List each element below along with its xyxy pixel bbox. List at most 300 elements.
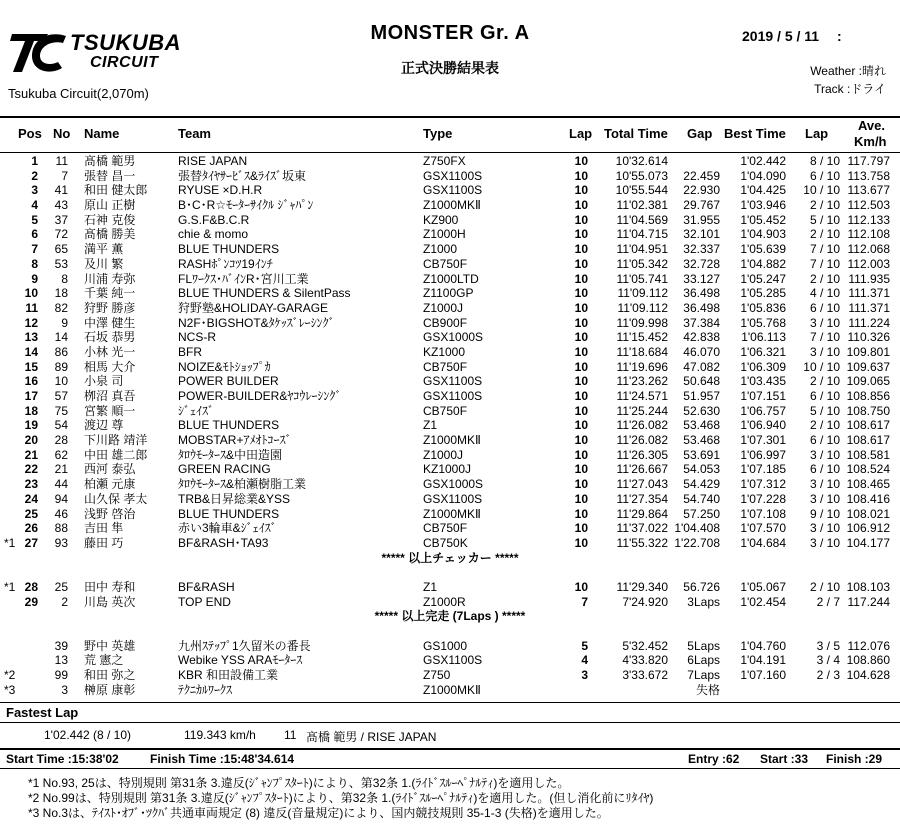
- cell-note: *2: [4, 668, 16, 683]
- fastest-title-rule: [0, 722, 900, 723]
- col-avg: Ave.: [858, 118, 885, 133]
- cell-gap: 42.838: [683, 330, 720, 345]
- cell-name: 小林 光一: [84, 344, 136, 359]
- cell-team: MOBSTAR+ｱﾒｵﾄｺｰｽﾞ: [178, 433, 292, 448]
- cell-note: *1: [4, 535, 16, 550]
- cell-best: 1'05.452: [740, 212, 786, 227]
- cell-best: 1'03.435: [740, 374, 786, 389]
- cell-team: BLUE THUNDERS: [178, 418, 280, 433]
- cell-type: KZ1000J: [423, 462, 472, 477]
- table-row: [0, 653, 900, 668]
- cell-blap: 6 / 10: [809, 433, 840, 448]
- cell-no: 13: [54, 653, 68, 668]
- table-row: [0, 154, 900, 169]
- cell-blap: 8 / 10: [809, 154, 840, 168]
- cell-gap: 22.459: [683, 168, 720, 183]
- cell-team: TOP END: [178, 594, 231, 609]
- table-row: [0, 316, 900, 331]
- cell-total: 11'09.112: [617, 286, 668, 301]
- cell-pos: 11: [25, 300, 38, 315]
- penalty-notes: [28, 776, 653, 821]
- cell-blap: 10 / 10: [803, 183, 840, 198]
- fastest-lap-speed: 119.343 km/h: [184, 728, 256, 742]
- cell-avg: 112.108: [847, 227, 890, 242]
- cell-lap: 10: [574, 300, 588, 315]
- cell-total: 11'02.381: [616, 198, 668, 213]
- cell-gap: 53.468: [683, 418, 720, 433]
- cell-pos: 1: [31, 154, 38, 168]
- cell-pos: 15: [24, 359, 38, 374]
- cell-no: 25: [54, 579, 68, 594]
- cell-team: ｼﾞｪｲｽﾞ: [178, 403, 215, 418]
- cell-lap: 10: [574, 330, 588, 345]
- cell-team: chie & momo: [178, 227, 249, 242]
- cell-total: 11'29.864: [616, 506, 668, 521]
- cell-type: CB750F: [423, 521, 468, 536]
- fastest-lap-driver: 髙橋 範男 / RISE JAPAN: [306, 730, 437, 744]
- cell-type: Z750: [423, 668, 451, 683]
- cell-blap: 2 / 10: [809, 227, 840, 242]
- cell-best: 1'07.151: [740, 389, 786, 403]
- cell-name: 川浦 寿弥: [84, 271, 136, 286]
- cell-blap: 5 / 10: [809, 212, 840, 227]
- cell-team: RYUSE ×D.H.R: [178, 183, 263, 198]
- cell-team: RASHﾎﾟﾝｺﾂ19ｲﾝﾁ: [178, 256, 273, 271]
- cell-gap: 50.648: [683, 374, 720, 389]
- cell-name: 張替 昌一: [84, 168, 136, 183]
- cell-team: Webike YSS ARAﾓｰﾀｰｽ: [178, 653, 303, 668]
- cell-no: 10: [54, 374, 68, 389]
- cell-gap: 3Laps: [687, 594, 720, 609]
- cell-total: 11'29.340: [616, 579, 668, 594]
- cell-pos: 2: [31, 168, 38, 183]
- table-row: [0, 433, 900, 448]
- cell-gap: 33.127: [683, 271, 720, 286]
- cell-gap: 31.955: [683, 212, 720, 227]
- cell-avg: 106.912: [846, 521, 890, 536]
- cell-blap: 2 / 10: [809, 374, 840, 389]
- cell-blap: 2 / 10: [809, 271, 840, 286]
- cell-avg: 110.326: [847, 330, 890, 345]
- cell-name: 田中 寿和: [84, 579, 136, 594]
- cell-total: 11'24.571: [616, 389, 668, 403]
- cell-avg: 111.224: [848, 315, 890, 330]
- cell-gap: 54.740: [683, 491, 720, 506]
- cell-note: *3: [4, 682, 16, 697]
- cell-lap: 10: [574, 477, 588, 492]
- finish-count: Finish :29: [826, 752, 883, 766]
- cell-gap: 29.767: [683, 198, 720, 213]
- cell-lap: 10: [574, 168, 588, 183]
- note-2: *2 No.99は、特別規則 第31条 3.違反(ｼﾞｬﾝﾌﾟｽﾀｰﾄ)により、第32条 1.(ﾗｲﾄﾞｽﾙｰﾍﾟﾅﾙﾃｨ)を適用した。(但し消化前にﾘﾀｲﾔ): [28, 791, 654, 805]
- cell-avg: 108.860: [846, 653, 890, 668]
- cell-type: Z1000H: [423, 227, 466, 242]
- cell-no: 21: [54, 462, 68, 477]
- cell-type: Z1000LTD: [423, 271, 479, 286]
- cell-gap: 53.468: [683, 433, 720, 448]
- cell-no: 3: [61, 682, 68, 697]
- cell-name: 中田 雄二郎: [84, 447, 148, 462]
- note-3: *3 No.3は、ﾃｲｽﾄ･ｵﾌﾞ･ﾂｸﾊﾞ共通車両規定 (8) 違反(音量規定)により、国内競技規則 35-1-3 (失格)を適用した。: [28, 806, 609, 820]
- cell-pos: 4: [31, 198, 38, 213]
- cell-pos: 24: [24, 491, 38, 506]
- start-time: Start Time :15:38'02: [6, 752, 119, 766]
- cell-total: 11'05.342: [616, 256, 668, 271]
- col-total-time: Total Time: [604, 126, 668, 141]
- cell-team: G.S.F&B.C.R: [178, 212, 250, 227]
- cell-blap: 6 / 10: [809, 300, 840, 315]
- cell-avg: 112.076: [847, 638, 890, 653]
- cell-avg: 111.935: [848, 271, 890, 286]
- cell-total: 10'55.073: [615, 168, 668, 183]
- cell-gap: 56.726: [683, 579, 720, 594]
- cell-team: POWER-BUILDER&ﾔｺｳﾚｰｼﾝｸﾞ: [178, 389, 342, 403]
- cell-no: 18: [54, 286, 68, 301]
- table-row: [0, 404, 900, 419]
- cell-best: 1'07.570: [740, 521, 786, 536]
- cell-total: 11'26.082: [616, 418, 668, 433]
- cell-name: 山久保 孝太: [84, 491, 148, 506]
- cell-team: ﾀﾛｳﾓｰﾀｰｽ&中田造園: [178, 447, 283, 462]
- cell-no: 44: [54, 477, 68, 492]
- col-avg-unit: Km/h: [854, 134, 887, 149]
- cell-team: 赤い3輪車&ｼﾞｪｲｽﾞ: [178, 521, 277, 536]
- cell-total: 7'24.920: [622, 594, 668, 609]
- cell-lap: 10: [574, 344, 588, 359]
- col-best-time: Best Time: [724, 126, 786, 141]
- entry-count: Entry :62: [688, 752, 740, 766]
- cell-avg: 104.628: [846, 668, 890, 683]
- cell-team: BLUE THUNDERS: [178, 242, 280, 257]
- cell-type: Z1: [423, 579, 438, 594]
- cell-best: 1'06.940: [740, 418, 786, 433]
- cell-gap: 57.250: [683, 506, 720, 521]
- cell-blap: 9 / 10: [809, 506, 840, 521]
- cell-type: Z750FX: [423, 154, 466, 168]
- table-row: [0, 462, 900, 477]
- cell-blap: 2 / 3: [816, 668, 840, 683]
- cell-blap: 2 / 10: [809, 198, 840, 213]
- cell-total: 11'55.322: [616, 535, 668, 550]
- cell-lap: 10: [574, 462, 588, 477]
- cell-avg: 108.021: [846, 506, 890, 521]
- cell-blap: 4 / 10: [809, 286, 840, 301]
- cell-team: 狩野塾&HOLIDAY-GARAGE: [178, 300, 329, 315]
- cell-no: 14: [54, 330, 68, 345]
- cell-total: 5'32.452: [622, 638, 668, 653]
- table-row: [0, 418, 900, 433]
- cell-lap: 3: [581, 668, 588, 683]
- cell-no: 8: [61, 271, 68, 286]
- cell-lap: 10: [574, 183, 588, 198]
- table-row: [0, 683, 900, 698]
- footer-top-rule: [0, 748, 900, 750]
- cell-best: 1'04.882: [740, 256, 786, 271]
- cell-team: ﾀﾛｳﾓｰﾀｰｽ&柏瀬樹脂工業: [178, 477, 307, 492]
- cell-pos: 12: [24, 315, 38, 330]
- table-row: [0, 213, 900, 228]
- spacer: [0, 624, 900, 639]
- fastest-top-rule: [0, 702, 900, 703]
- cell-blap: 5 / 10: [809, 403, 840, 418]
- cell-no: 46: [54, 506, 68, 521]
- cell-pos: 22: [24, 462, 38, 477]
- cell-lap: 10: [574, 374, 588, 389]
- cell-name: 栁沼 真吾: [84, 389, 136, 403]
- cell-name: 相馬 大介: [84, 359, 136, 374]
- cell-no: 9: [61, 315, 68, 330]
- cell-type: GSX1100S: [423, 168, 483, 183]
- cell-type: GSX1100S: [423, 374, 483, 389]
- cell-no: 72: [54, 227, 68, 242]
- cell-avg: 117.797: [847, 154, 890, 168]
- cell-pos: 28: [24, 579, 38, 594]
- cell-blap: 10 / 10: [803, 359, 840, 374]
- cell-total: 11'26.667: [616, 462, 668, 477]
- col-type: Type: [423, 126, 453, 141]
- cell-no: 28: [54, 433, 68, 448]
- cell-blap: 3 / 10: [809, 491, 840, 506]
- cell-team: GREEN RACING: [178, 462, 271, 477]
- cell-lap: 10: [574, 315, 588, 330]
- cell-best: 1'06.757: [740, 403, 786, 418]
- cell-blap: 3 / 10: [809, 447, 840, 462]
- cell-team: BLUE THUNDERS: [178, 506, 280, 521]
- checker-separator: ***** 以上チェッカー *****: [381, 550, 519, 565]
- table-row: [0, 477, 900, 492]
- table-row: [0, 536, 900, 551]
- cell-no: 2: [61, 594, 68, 609]
- cell-lap: 10: [574, 433, 588, 448]
- col-team: Team: [178, 126, 211, 141]
- cell-gap: 5Laps: [687, 638, 720, 653]
- cell-type: CB750F: [423, 359, 468, 374]
- cell-type: GSX1100S: [423, 183, 483, 198]
- table-row: [0, 345, 900, 360]
- cell-blap: 2 / 10: [809, 418, 840, 433]
- cell-no: 11: [55, 154, 68, 168]
- header-top-rule: [0, 116, 900, 118]
- cell-gap: 22.930: [683, 183, 720, 198]
- cell-pos: 14: [24, 344, 38, 359]
- cell-total: 10'55.544: [615, 183, 668, 198]
- cell-avg: 111.371: [848, 286, 890, 301]
- cell-lap: 10: [574, 535, 588, 550]
- cell-blap: 7 / 10: [809, 256, 840, 271]
- cell-best: 1'03.946: [740, 198, 786, 213]
- cell-best: 1'07.301: [740, 433, 786, 448]
- cell-lap: 10: [574, 579, 588, 594]
- race-date: 2019 / 5 / 11 :: [742, 28, 842, 44]
- cell-gap: 51.957: [683, 389, 720, 403]
- cell-no: 86: [54, 344, 68, 359]
- cell-name: 中澤 健生: [84, 315, 136, 330]
- table-row: [0, 580, 900, 595]
- start-count: Start :33: [760, 752, 809, 766]
- cell-total: 3'33.672: [622, 668, 668, 683]
- cell-avg: 108.750: [846, 403, 890, 418]
- cell-type: Z1000J: [423, 300, 464, 315]
- cell-total: 11'09.998: [616, 315, 668, 330]
- cell-pos: 5: [31, 212, 38, 227]
- cell-total: 11'04.951: [616, 242, 668, 257]
- cell-gap: 1'04.408: [674, 521, 720, 536]
- cell-type: GS1000: [423, 638, 468, 653]
- cell-name: 髙橋 勝美: [84, 227, 136, 242]
- cell-avg: 113.758: [847, 168, 890, 183]
- table-row: [0, 198, 900, 213]
- cell-pos: 9: [31, 271, 38, 286]
- cell-avg: 109.065: [846, 374, 890, 389]
- cell-total: 11'27.043: [616, 477, 668, 492]
- cell-type: Z1100GP: [423, 286, 474, 301]
- cell-total: 11'23.262: [616, 374, 668, 389]
- cell-no: 82: [54, 300, 68, 315]
- cell-name: 満平 薫: [84, 242, 124, 257]
- fastest-lap-no: 11: [284, 728, 297, 742]
- cell-total: 11'04.715: [616, 227, 668, 242]
- cell-avg: 112.133: [847, 212, 890, 227]
- cell-pos: 27: [24, 535, 38, 550]
- cell-team: NOIZE&ﾓﾄｼｮｯﾌﾟｶ: [178, 359, 271, 374]
- col-gap: Gap: [687, 126, 713, 141]
- cell-name: 和田 健太郎: [84, 183, 148, 198]
- cell-avg: 109.637: [846, 359, 890, 374]
- cell-pos: 17: [24, 389, 38, 403]
- cell-name: 宮繁 順一: [84, 403, 136, 418]
- cell-no: 41: [54, 183, 68, 198]
- cell-team: RISE JAPAN: [178, 154, 248, 168]
- cell-team: BFR: [178, 344, 202, 359]
- cell-lap: 10: [574, 198, 588, 213]
- cell-total: 11'37.022: [616, 521, 668, 536]
- cell-best: 1'04.684: [740, 535, 786, 550]
- table-row: [0, 595, 900, 610]
- cell-type: Z1000MKⅡ: [423, 506, 481, 521]
- cell-team: BF&RASH･TA93: [178, 535, 269, 550]
- cell-lap: 10: [574, 418, 588, 433]
- cell-no: 54: [54, 418, 68, 433]
- cell-blap: 3 / 10: [809, 315, 840, 330]
- cell-blap: 3 / 4: [816, 653, 840, 668]
- cell-type: Z1: [423, 418, 438, 433]
- fastest-lap-time: 1'02.442 (8 / 10): [44, 728, 132, 742]
- cell-gap: 1'22.708: [674, 535, 720, 550]
- table-row: [0, 257, 900, 272]
- cell-lap: 10: [574, 154, 588, 168]
- cell-team: B･C･R☆ﾓｰﾀｰｻｲｸﾙ ｼﾞｬﾊﾟﾝ: [178, 198, 314, 213]
- table-row: [0, 521, 900, 536]
- cell-gap: 36.498: [683, 300, 720, 315]
- table-row: [0, 242, 900, 257]
- cell-lap: 10: [574, 212, 588, 227]
- cell-avg: 112.503: [847, 198, 890, 213]
- cell-blap: 6 / 10: [809, 462, 840, 477]
- cell-best: 1'04.903: [740, 227, 786, 242]
- spacer: [0, 565, 900, 580]
- cell-lap: 4: [581, 653, 588, 668]
- cell-lap: 10: [574, 389, 588, 403]
- cell-gap: 54.053: [683, 462, 720, 477]
- cell-total: 11'15.452: [616, 330, 668, 345]
- cell-pos: 25: [24, 506, 38, 521]
- cell-blap: 7 / 10: [809, 330, 840, 345]
- cell-avg: 113.677: [847, 183, 890, 198]
- cell-best: 1'02.442: [740, 154, 786, 168]
- cell-team: TRB&日昇総業&YSS: [178, 491, 291, 506]
- cell-total: 11'26.082: [616, 433, 668, 448]
- cell-team: BLUE THUNDERS & SilentPass: [178, 286, 351, 301]
- cell-total: 11'25.244: [616, 403, 668, 418]
- cell-type: Z1000MKⅡ: [423, 433, 481, 448]
- cell-total: 11'27.354: [616, 491, 668, 506]
- cell-best: 1'05.639: [740, 242, 786, 257]
- cell-team: N2F･BIGSHOT&ﾀｹｯｽﾞﾚｰｼﾝｸﾞ: [178, 315, 335, 330]
- cell-type: GSX1100S: [423, 653, 483, 668]
- cell-gap: 32.728: [683, 256, 720, 271]
- cell-lap: 7: [581, 594, 588, 609]
- cell-gap: 失格: [695, 682, 720, 697]
- cell-pos: 10: [24, 286, 38, 301]
- cell-blap: 6 / 10: [809, 168, 840, 183]
- cell-name: 原山 正樹: [84, 198, 136, 213]
- cell-no: 93: [54, 535, 68, 550]
- cell-type: Z1000: [423, 242, 458, 257]
- cell-pos: 3: [31, 183, 38, 198]
- cell-lap: 10: [574, 242, 588, 257]
- cell-avg: 111.371: [848, 300, 890, 315]
- cell-no: 37: [54, 212, 68, 227]
- cell-avg: 108.524: [846, 462, 890, 477]
- cell-blap: 7 / 10: [809, 242, 840, 257]
- cell-lap: 10: [574, 256, 588, 271]
- cell-no: 89: [54, 359, 68, 374]
- col-name: Name: [84, 126, 120, 141]
- col-no: No: [53, 126, 71, 141]
- cell-no: 53: [54, 256, 68, 271]
- cell-total: 11'09.112: [617, 300, 668, 315]
- cell-gap: 32.101: [683, 227, 720, 242]
- cell-name: 及川 繁: [84, 256, 124, 271]
- cell-type: Z1000MKⅡ: [423, 682, 481, 697]
- cell-gap: 47.082: [683, 359, 720, 374]
- cell-avg: 108.581: [846, 447, 890, 462]
- track-condition: Track :ドライ: [814, 82, 886, 96]
- finish-time: Finish Time :15:48'34.614: [150, 752, 295, 766]
- cell-total: 10'32.614: [615, 154, 668, 168]
- cell-gap: 6Laps: [687, 653, 720, 668]
- cell-gap: 54.429: [683, 477, 720, 492]
- cell-best: 1'05.247: [740, 271, 786, 286]
- cell-type: Z1000MKⅡ: [423, 198, 481, 213]
- cell-best: 1'06.309: [740, 359, 786, 374]
- cell-total: 4'33.820: [622, 653, 668, 668]
- cell-gap: 46.070: [683, 344, 720, 359]
- cell-best: 1'05.836: [740, 300, 786, 315]
- cell-pos: 13: [24, 330, 38, 345]
- cell-team: FLﾜｰｸｽ･ﾊﾞｲﾝR･宮川工業: [178, 271, 309, 286]
- cell-avg: 117.244: [847, 594, 890, 609]
- col-pos: Pos: [18, 126, 42, 141]
- cell-type: GSX1100S: [423, 491, 483, 506]
- cell-type: CB750K: [423, 535, 468, 550]
- note-1: *1 No.93, 25は、特別規則 第31条 3.違反(ｼﾞｬﾝﾌﾟｽﾀｰﾄ)により、第32条 1.(ﾗｲﾄﾞｽﾙｰﾍﾟﾅﾙﾃｨ)を適用した。: [28, 776, 570, 790]
- cell-no: 43: [54, 198, 68, 213]
- cell-gap: 37.384: [683, 315, 720, 330]
- cell-avg: 112.003: [847, 256, 890, 271]
- cell-type: GSX1000S: [423, 477, 484, 492]
- cell-name: 髙橋 範男: [84, 154, 136, 168]
